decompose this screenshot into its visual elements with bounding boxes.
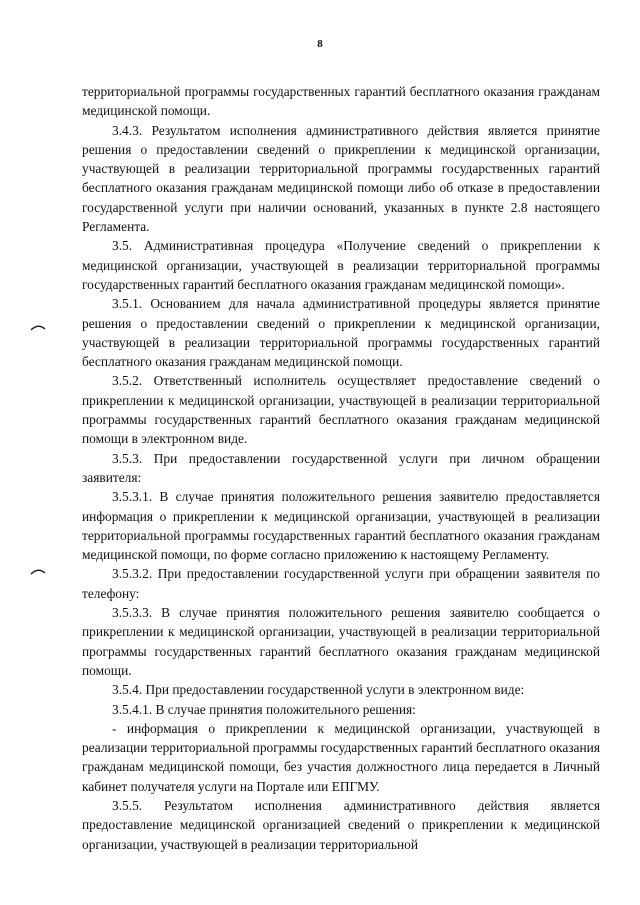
paragraph-3-5-3: 3.5.3. При предоставлении государственной услуги при личном обращении заявителя:: [82, 450, 600, 485]
page-number: 8: [317, 38, 323, 50]
paragraph-3-4-3: 3.4.3. Результатом исполнения административного действия является принятие решения о предоставлении сведений о прикреплении к медицинской организации, участвующей в реализации территориальной программы государственных гарантий бесплатного оказания гражданам медицинской помощи либо об отказе в предоставлении государственной услуги при наличии оснований, указанных в пункте 2.8 настоящего Регламента.: [82, 122, 600, 235]
paragraph-3-5: 3.5. Административная процедура «Получение сведений о прикреплении к медицинской организации, участвующей в реализации территориальной программы государственных гарантий бесплатного оказания гражданам медицинской помощи».: [82, 238, 600, 292]
paragraph-3-5-5: 3.5.5. Результатом исполнения административного действия является предоставление медицинской организацией сведений о прикреплении к медицинской организации, участвующей в реализации территориальной: [82, 797, 600, 852]
document-body: [82, 82, 600, 854]
paragraph-3-5-3-1: 3.5.3.1. В случае принятия положительного решения заявителю предоставляется информация о прикреплении к медицинской организации, участвующей в реализации территориальной программы государственных гарантий бесплатного оказания гражданам медицинской помощи, по форме согласно приложению к настоящему Регламенту.: [82, 489, 600, 563]
paragraph-3-5-3-3: 3.5.3.3. В случае принятия положительного решения заявителю сообщается о прикреплении к медицинской организации, участвующей в реализации территориальной программы государственных гарантий бесплатного оказания гражданам медицинской помощи.: [82, 605, 600, 678]
paragraph-3-5-1: 3.5.1. Основанием для начала административной процедуры является принятие решения о предоставлении сведений о прикреплении к медицинской организации, участвующей в реализации территориальной программы государственных гарантий бесплатного оказания гражданам медицинской помощи.: [82, 296, 600, 370]
paragraph-3-5-3-2: 3.5.3.2. При предоставлении государственной услуги при обращении заявителя по телефону:: [82, 566, 600, 601]
margin-bracket-mark: [30, 323, 46, 331]
margin-bracket-mark: [30, 567, 46, 575]
paragraph-3-5-2: 3.5.2. Ответственный исполнитель осуществляет предоставление сведений о прикреплении к медицинской организации, участвующей в реализации территориальной программы государственных гарантий бесплатного оказания гражданам медицинской помощи в электронном виде.: [82, 373, 600, 447]
paragraph-3-5-4-1: 3.5.4.1. В случае принятия положительного решения:: [112, 701, 416, 717]
paragraph-continuation: территориальной программы государственных гарантий бесплатного оказания гражданам медицинской помощи.: [82, 84, 600, 119]
paragraph-list-item: - информация о прикреплении к медицинской организации, участвующей в реализации территориальной программы государственных гарантий бесплатного оказания гражданам медицинской помощи, без участия должностного лица передается в Личный кабинет получателя услуги на Портале или ЕПГМУ.: [82, 720, 600, 794]
paragraph-3-5-4: 3.5.4. При предоставлении государственной услуги в электронном виде:: [112, 682, 525, 698]
